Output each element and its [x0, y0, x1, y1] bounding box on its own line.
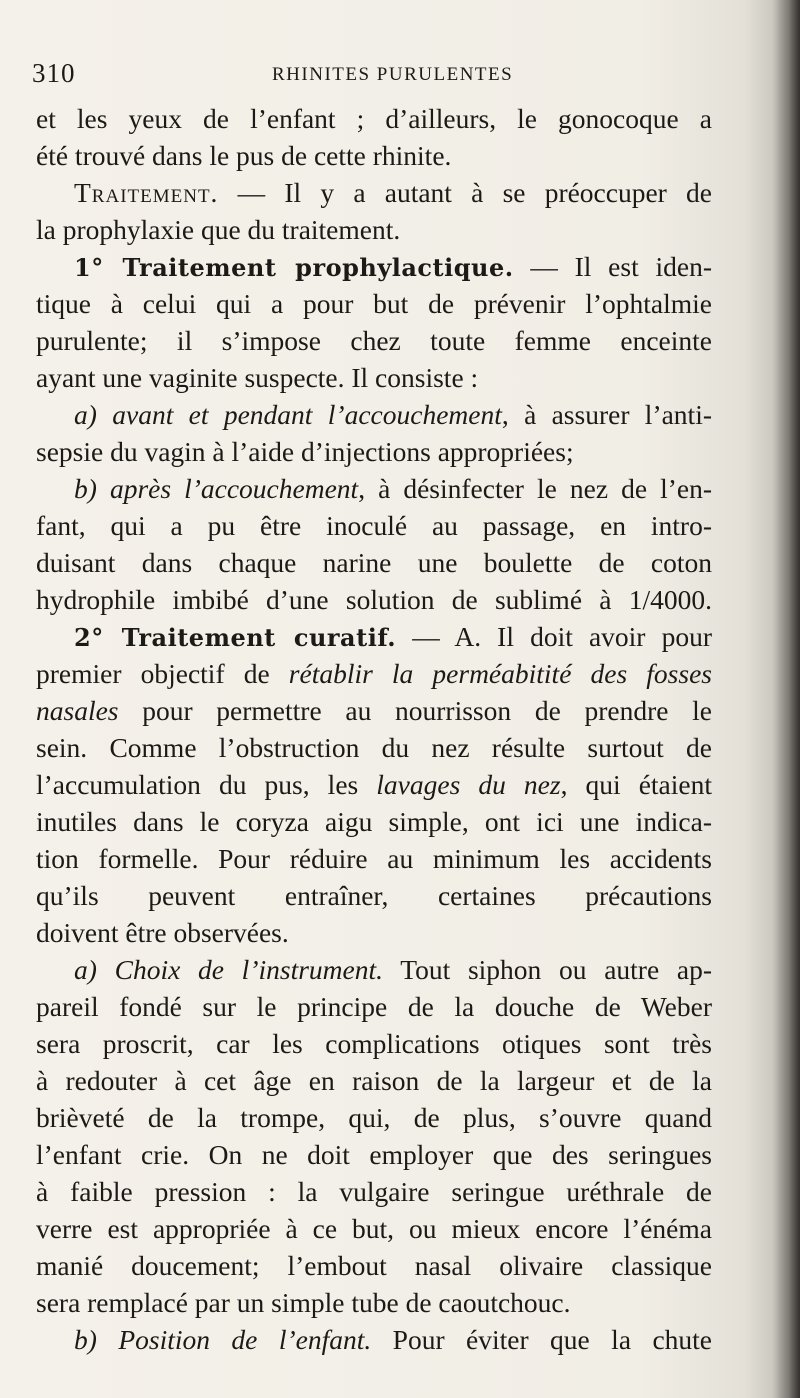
text-line: manié doucement; l’embout nasal olivaire classique	[36, 1250, 712, 1281]
italic-span: avant et pendant l’accouchement	[112, 399, 502, 430]
text-span: Pour éviter que la chute	[371, 1324, 712, 1355]
text-line: à redouter à cet âge en raison de la largeur et de la	[36, 1065, 712, 1096]
section-heading-traitement: Traitement.	[74, 177, 219, 208]
text-line: sera proscrit, car les complications otiques sont très	[36, 1028, 712, 1059]
text-line: tique à celui qui a pour but de prévenir l’ophtalmie	[36, 288, 712, 319]
text-line: à faible pression : la vulgaire seringue uréthrale de	[36, 1176, 712, 1207]
text-line	[36, 1321, 712, 1358]
page-number: 310	[32, 58, 76, 88]
text-line: sein. Comme l’obstruction du nez résulte surtout de	[36, 732, 712, 763]
body-text	[36, 100, 712, 1358]
italic-span: nasales	[36, 695, 119, 726]
text-span: Tout siphon ou autre ap-	[383, 954, 712, 985]
text-span: — Il est iden-	[513, 251, 712, 282]
text-span: pour permettre au nourrisson de prendre le	[118, 695, 712, 726]
text-line: inutiles dans le coryza aigu simple, ont ici une indica-	[36, 806, 712, 837]
text-span: , à désinfecter le nez de l’en-	[358, 473, 712, 504]
page-gutter-shadow	[772, 0, 800, 1398]
text-line: duisant dans chaque narine une boulette de coton	[36, 547, 712, 578]
text-span: , qui étaient	[560, 769, 712, 800]
text-line: hydrophile imbibé d’une solution de sublimé à 1/4000.	[36, 584, 712, 615]
text-line	[36, 766, 712, 803]
italic-span: après l’accouchement	[109, 473, 359, 504]
list-marker: b)	[74, 473, 110, 504]
italic-span: Position de l’enfant.	[118, 1324, 372, 1355]
text-line: fant, qui a pu être inoculé au passage, en intro-	[36, 510, 712, 541]
text-line	[36, 470, 712, 507]
text-line	[36, 951, 712, 988]
list-marker: a)	[74, 399, 113, 430]
text-span: l’accumulation du pus, les	[36, 769, 377, 800]
text-line	[36, 655, 712, 692]
text-line: sera remplacé par un simple tube de caoutchouc.	[36, 1287, 571, 1318]
text-line: et les yeux de l’enfant ; d’ailleurs, le gonocoque a	[36, 103, 712, 134]
italic-span: rétablir la perméabitité des fosses	[288, 658, 712, 689]
subheading-prophylactique: 1° Traitement prophylactique.	[74, 253, 514, 282]
text-line: tion formelle. Pour réduire au minimum les accidents	[36, 843, 712, 874]
text-span: premier objectif de	[36, 658, 289, 689]
text-line	[36, 618, 712, 655]
text-span: — A. Il doit avoir pour	[396, 621, 712, 652]
page-header	[32, 58, 712, 94]
text-line: purulente; il s’impose chez toute femme enceinte	[36, 325, 712, 356]
text-line: la prophylaxie que du traitement.	[36, 214, 401, 245]
text-line: brièveté de la trompe, qui, de plus, s’ouvre quand	[36, 1102, 712, 1133]
text-line: été trouvé dans le pus de cette rhinite.	[36, 140, 452, 171]
text-line	[36, 396, 712, 433]
text-line: ayant une vaginite suspecte. Il consiste :	[36, 362, 479, 393]
text-line	[36, 174, 712, 211]
text-line: l’enfant crie. On ne doit employer que des seringues	[36, 1139, 712, 1170]
subheading-curatif: 2° Traitement curatif.	[74, 623, 397, 652]
text-line: verre est appropriée à ce but, ou mieux encore l’énéma	[36, 1213, 712, 1244]
text-line	[36, 692, 712, 729]
text-line	[36, 248, 712, 285]
running-head: RHINITES PURULENTES	[272, 64, 514, 85]
list-marker: a)	[74, 954, 115, 985]
text-line: doivent être observées.	[36, 917, 289, 948]
text-line: qu’ils peuvent entraîner, certaines précautions	[36, 880, 712, 911]
italic-span: lavages du nez	[376, 769, 561, 800]
text-line: sepsie du vagin à l’aide d’injections appropriées;	[36, 436, 574, 467]
italic-span: Choix de l’instrument.	[114, 954, 384, 985]
text-span: , à assurer l’anti-	[501, 399, 712, 430]
text-line: pareil fondé sur le principe de la douche de Weber	[36, 991, 712, 1022]
text-span: — Il y a autant à se préoccuper de	[218, 177, 712, 208]
list-marker: b)	[74, 1324, 119, 1355]
